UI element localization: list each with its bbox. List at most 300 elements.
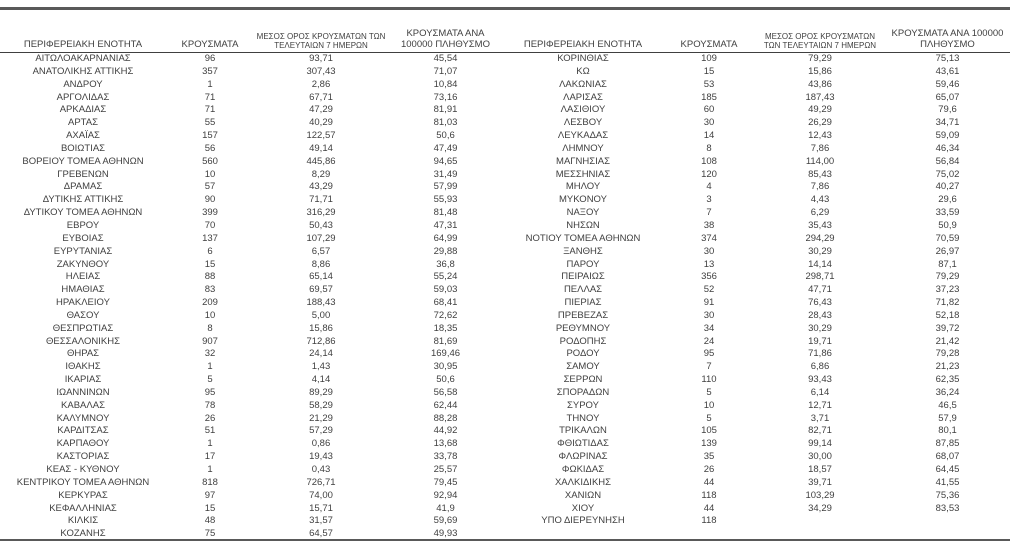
avg7-cell: 39,71	[808, 476, 832, 488]
avg7-cell: 3,71	[810, 412, 830, 424]
cases-cell: 17	[204, 451, 216, 463]
cases-cell: 30	[703, 245, 715, 257]
per100k-cell: 68,41	[433, 297, 458, 309]
table-row	[0, 143, 503, 156]
region-cell: ΙΘΑΚΗΣ	[65, 361, 101, 373]
avg7-cell: 114,00	[805, 155, 835, 167]
table-row	[503, 104, 1010, 117]
per100k-cell: 75,13	[935, 53, 960, 64]
region-cell: ΚΙΛΚΙΣ	[67, 515, 99, 527]
cases-cell: 70	[204, 219, 216, 231]
cases-cell: 75	[204, 528, 216, 540]
cases-cell: 44	[703, 476, 715, 488]
avg7-cell: 58,29	[309, 399, 333, 411]
avg7-cell: 26,29	[808, 117, 832, 129]
region-cell: ΑΡΓΟΛΙΔΑΣ	[56, 91, 110, 103]
per100k-cell: 79,6	[938, 104, 957, 116]
cases-cell: 5	[207, 374, 213, 386]
per100k-cell: 36,24	[935, 386, 960, 398]
avg7-cell: 31,57	[309, 515, 333, 527]
cases-cell: 55	[204, 117, 216, 129]
region-cell: ΘΗΡΑΣ	[66, 348, 100, 360]
per100k-cell: 70,59	[935, 232, 960, 244]
avg7-cell	[755, 515, 885, 528]
per100k-cell: 57,99	[433, 181, 458, 193]
avg7-cell: 15,86	[808, 65, 832, 77]
cases-cell: 83	[204, 284, 216, 296]
table-row	[0, 400, 503, 413]
table-row	[503, 361, 1010, 374]
table-row	[503, 348, 1010, 361]
per100k-cell: 81,03	[433, 117, 458, 129]
region-cell: ΑΡΚΑΔΙΑΣ	[59, 104, 107, 116]
table-row	[503, 490, 1010, 503]
table-row	[0, 117, 503, 130]
cases-cell: 1	[207, 78, 213, 90]
avg7-cell: 5,00	[311, 309, 331, 321]
region-cell: ΚΟΖΑΝΗΣ	[60, 528, 106, 540]
cases-cell: 95	[204, 386, 216, 398]
table-row	[503, 117, 1010, 130]
region-cell: ΠΑΡΟΥ	[566, 258, 600, 270]
region-cell: ΔΥΤΙΚΟΥ ΤΟΜΕΑ ΑΘΗΝΩΝ	[23, 207, 143, 219]
region-cell: ΙΚΑΡΙΑΣ	[64, 374, 102, 386]
region-cell: ΛΑΣΙΘΙΟΥ	[560, 104, 606, 116]
table-row	[503, 194, 1010, 207]
per100k-cell: 79,29	[935, 271, 960, 283]
table-row	[0, 66, 503, 79]
table-row	[503, 169, 1010, 182]
per100k-cell: 62,35	[935, 374, 960, 386]
avg7-cell: 93,71	[309, 53, 333, 64]
table-row	[503, 284, 1010, 297]
per100k-cell: 59,69	[433, 515, 458, 527]
avg7-cell: 71,71	[309, 194, 333, 206]
avg7-cell: 726,71	[306, 476, 336, 488]
table-row	[503, 207, 1010, 220]
region-cell: ΚΑΡΠΑΘΟΥ	[56, 438, 110, 450]
per100k-cell: 57,9	[938, 412, 957, 424]
per100k-cell: 92,94	[433, 489, 458, 501]
region-cell: ΑΝΑΤΟΛΙΚΗΣ ΑΤΤΙΚΗΣ	[32, 65, 134, 77]
regional-table-right	[503, 9, 1010, 528]
table-row	[503, 66, 1010, 79]
per100k-cell: 59,03	[433, 284, 458, 296]
table-row	[0, 259, 503, 272]
table-row	[0, 387, 503, 400]
region-cell: ΝΗΣΩΝ	[566, 219, 600, 231]
avg7-cell: 74,00	[309, 489, 333, 501]
cases-cell: 157	[202, 130, 218, 142]
table-row	[503, 79, 1010, 92]
table-row	[0, 490, 503, 503]
cases-cell: 357	[202, 65, 218, 77]
table-row	[0, 181, 503, 194]
avg7-cell: 85,43	[808, 168, 832, 180]
table-row	[0, 438, 503, 451]
cases-cell: 10	[703, 399, 715, 411]
avg7-cell: 122,57	[306, 130, 336, 142]
avg7-cell: 43,29	[309, 181, 333, 193]
per100k-cell: 36,8	[436, 258, 455, 270]
table-row	[0, 284, 503, 297]
region-cell: ΦΘΙΩΤΙΔΑΣ	[557, 438, 609, 450]
avg7-cell: 30,29	[808, 245, 832, 257]
per100k-cell: 94,65	[433, 155, 458, 167]
cases-cell: 15	[204, 258, 216, 270]
avg7-cell: 49,14	[309, 142, 333, 154]
cases-cell: 48	[204, 515, 216, 527]
cases-cell: 56	[204, 142, 216, 154]
cases-cell: 26	[204, 412, 216, 424]
per100k-cell: 21,23	[935, 361, 960, 373]
avg7-cell: 65,14	[309, 271, 333, 283]
avg7-cell: 50,43	[309, 219, 333, 231]
avg7-cell: 43,86	[808, 78, 832, 90]
region-cell: ΦΩΚΙΔΑΣ	[561, 464, 605, 475]
avg7-cell: 40,29	[309, 117, 333, 129]
avg7-cell: 76,43	[808, 297, 832, 309]
per100k-cell: 21,42	[935, 335, 960, 347]
per100k-cell: 47,49	[433, 142, 458, 154]
region-cell: ΚΕΝΤΡΙΚΟΥ ΤΟΜΕΑ ΑΘΗΝΩΝ	[16, 476, 150, 488]
table-row	[503, 181, 1010, 194]
per100k-cell: 13,68	[433, 438, 458, 450]
per100k-cell: 68,07	[935, 451, 960, 463]
per100k-cell: 33,59	[935, 207, 960, 219]
avg7-cell: 4,43	[810, 194, 830, 206]
region-cell: ΗΜΑΘΙΑΣ	[61, 284, 105, 296]
avg7-cell: 82,71	[808, 425, 832, 437]
region-cell: ΡΟΔΟΥ	[566, 348, 600, 360]
avg7-cell: 6,14	[810, 386, 830, 398]
region-cell: ΣΑΜΟΥ	[566, 361, 600, 373]
region-cell: ΚΕΡΚΥΡΑΣ	[58, 489, 108, 501]
per100k-cell: 40,27	[935, 181, 960, 193]
avg7-cell: 35,43	[808, 219, 832, 231]
table-row	[0, 413, 503, 426]
per100k-column-header: ΚΡΟΥΣΜΑΤΑ ΑΝΑ 100000 ΠΛΗΘΥΣΜΟ	[885, 9, 1010, 53]
cases-cell: 1	[207, 464, 213, 475]
table-row	[0, 515, 503, 528]
cases-cell: 209	[202, 297, 218, 309]
avg7-cell: 8,86	[311, 258, 331, 270]
table-row	[0, 374, 503, 387]
cases-cell: 90	[204, 194, 216, 206]
region-cell: ΡΟΔΟΠΗΣ	[559, 335, 607, 347]
avg7-cell: 99,14	[808, 438, 832, 450]
avg7-cell: 69,57	[309, 284, 333, 296]
table-row	[503, 143, 1010, 156]
per100k-cell: 56,58	[433, 386, 458, 398]
table-body-right	[503, 53, 1010, 529]
table-row	[0, 53, 503, 66]
table-row	[503, 156, 1010, 169]
table-row	[503, 323, 1010, 336]
cases-cell: 96	[204, 53, 216, 64]
per100k-cell: 87,85	[935, 438, 960, 450]
region-cell: ΦΛΩΡΙΝΑΣ	[558, 451, 608, 463]
region-cell: ΕΥΒΟΙΑΣ	[62, 232, 104, 244]
cases-cell: 95	[703, 348, 715, 360]
per100k-cell: 79,45	[433, 476, 458, 488]
table-row	[0, 503, 503, 516]
table-row	[503, 259, 1010, 272]
per100k-cell: 25,57	[433, 464, 458, 475]
per100k-cell: 72,62	[433, 309, 458, 321]
avg7-cell: 445,86	[306, 155, 336, 167]
table-row	[0, 477, 503, 490]
region-cell: ΑΧΑΪΑΣ	[66, 130, 100, 142]
region-cell: ΧΙΟΥ	[571, 502, 595, 514]
cases-cell: 6	[207, 245, 213, 257]
table-row	[503, 297, 1010, 310]
region-cell: ΝΟΤΙΟΥ ΤΟΜΕΑ ΑΘΗΝΩΝ	[525, 232, 641, 244]
avg7-cell: 47,29	[309, 104, 333, 116]
per100k-cell: 62,44	[433, 399, 458, 411]
region-cell: ΚΕΑΣ - ΚΥΘΝΟΥ	[46, 464, 120, 475]
avg7-cell: 6,57	[311, 245, 331, 257]
table-row	[0, 220, 503, 233]
avg7-cell: 294,29	[805, 232, 835, 244]
avg7-cell: 15,71	[309, 502, 333, 514]
header-row	[503, 9, 1010, 53]
avg7-cell: 12,43	[808, 130, 832, 142]
table-row	[503, 271, 1010, 284]
table-row	[503, 53, 1010, 66]
region-cell: ΑΙΤΩΛΟΑΚΑΡΝΑΝΙΑΣ	[35, 53, 131, 64]
table-row	[503, 233, 1010, 246]
table-row	[503, 130, 1010, 143]
avg7-cell: 18,57	[808, 464, 832, 475]
per100k-cell: 88,28	[433, 412, 458, 424]
per100k-cell: 64,99	[433, 232, 458, 244]
cases-cell: 10	[204, 309, 216, 321]
cases-cell: 57	[204, 181, 216, 193]
cases-cell: 32	[204, 348, 216, 360]
table-body-left	[0, 53, 503, 542]
avg7-cell: 188,43	[306, 297, 336, 309]
region-cell: ΛΑΡΙΣΑΣ	[563, 91, 603, 103]
per100k-cell: 50,6	[436, 374, 455, 386]
cases-cell: 14	[703, 130, 715, 142]
avg7-cell: 47,71	[808, 284, 832, 296]
table-row	[0, 156, 503, 169]
avg7-column-header: ΜΕΣΟΣ ΟΡΟΣ ΚΡΟΥΣΜΑΤΩΝ ΤΩΝ ΤΕΛΕΥΤΑΙΩΝ 7 ΗΜΕΡΩΝ	[254, 9, 388, 53]
avg7-cell: 19,43	[309, 451, 333, 463]
region-cell: ΚΑΡΔΙΤΣΑΣ	[57, 425, 109, 437]
avg7-cell: 34,29	[808, 502, 832, 514]
cases-cell: 1	[207, 438, 213, 450]
region-cell: ΣΠΟΡΑΔΩΝ	[556, 386, 610, 398]
table-row	[503, 464, 1010, 477]
avg7-cell: 7,86	[810, 142, 830, 154]
region-column-header: ΠΕΡΙΦΕΡΕΙΑΚΗ ΕΝΟΤΗΤΑ	[503, 9, 663, 53]
cases-cell: 109	[701, 53, 717, 64]
region-cell: ΛΕΥΚΑΔΑΣ	[557, 130, 609, 142]
region-cell: ΔΥΤΙΚΗΣ ΑΤΤΙΚΗΣ	[42, 194, 124, 206]
avg7-cell: 19,71	[808, 335, 832, 347]
cases-cell: 110	[701, 374, 717, 386]
cases-cell: 30	[703, 117, 715, 129]
cases-cell: 1	[207, 361, 213, 373]
avg7-cell: 4,14	[311, 374, 331, 386]
cases-cell: 97	[204, 489, 216, 501]
avg7-cell: 0,43	[311, 464, 331, 475]
cases-cell: 5	[706, 386, 712, 398]
per100k-column-header: ΚΡΟΥΣΜΑΤΑ ΑΝΑ 100000 ΠΛΗΘΥΣΜΟ	[388, 9, 503, 53]
table-row	[0, 104, 503, 117]
per100k-cell: 59,09	[935, 130, 960, 142]
avg7-cell: 15,86	[309, 322, 333, 334]
region-cell: ΙΩΑΝΝΙΝΩΝ	[56, 386, 110, 398]
cases-cell: 399	[202, 207, 218, 219]
avg7-cell: 1,43	[311, 361, 331, 373]
cases-cell: 88	[204, 271, 216, 283]
region-cell: ΣΕΡΡΩΝ	[563, 374, 603, 386]
per100k-cell: 50,9	[938, 219, 957, 231]
per100k-cell: 31,49	[433, 168, 458, 180]
region-cell: ΑΝΔΡΟΥ	[63, 78, 103, 90]
region-cell: ΧΑΛΚΙΔΙΚΗΣ	[554, 476, 612, 488]
table-row	[503, 246, 1010, 259]
per100k-cell: 29,88	[433, 245, 458, 257]
per100k-cell: 87,1	[938, 258, 957, 270]
region-cell: ΒΟΙΩΤΙΑΣ	[60, 142, 106, 154]
per100k-cell: 39,72	[935, 322, 960, 334]
region-cell: ΗΛΕΙΑΣ	[65, 271, 101, 283]
avg7-cell: 8,29	[311, 168, 331, 180]
avg7-cell: 107,29	[306, 232, 336, 244]
per100k-cell: 47,31	[433, 219, 458, 231]
avg7-cell: 2,86	[311, 78, 331, 90]
region-cell: ΡΕΘΥΜΝΟΥ	[555, 322, 611, 334]
per100k-cell: 83,53	[935, 502, 960, 514]
per100k-cell: 71,82	[935, 297, 960, 309]
table-row	[0, 297, 503, 310]
cases-cell: 120	[701, 168, 717, 180]
region-cell: ΜΥΚΟΝΟΥ	[559, 194, 607, 206]
table-row	[503, 413, 1010, 426]
table-row	[503, 336, 1010, 349]
per100k-cell: 34,71	[935, 117, 960, 129]
per100k-cell: 18,35	[433, 322, 458, 334]
per100k-cell: 30,95	[433, 361, 458, 373]
table-row	[503, 374, 1010, 387]
table-row	[0, 464, 503, 477]
cases-cell: 7	[706, 361, 712, 373]
cases-cell: 44	[703, 502, 715, 514]
table-row	[503, 515, 1010, 528]
region-cell: ΜΑΓΝΗΣΙΑΣ	[556, 155, 610, 167]
cases-column-header: ΚΡΟΥΣΜΑΤΑ	[166, 9, 254, 53]
per100k-cell: 65,07	[935, 91, 960, 103]
table-row	[0, 451, 503, 464]
per100k-cell: 80,1	[938, 425, 957, 437]
per100k-cell: 33,78	[433, 451, 458, 463]
table-row	[0, 130, 503, 143]
cases-cell: 7	[706, 207, 712, 219]
table-row	[0, 361, 503, 374]
avg7-cell: 79,29	[808, 53, 832, 64]
cases-cell: 185	[701, 91, 717, 103]
table-row	[0, 336, 503, 349]
per100k-cell: 46,34	[935, 142, 960, 154]
table-row	[0, 169, 503, 182]
table-row	[503, 92, 1010, 105]
avg7-cell: 64,57	[309, 528, 333, 540]
cases-cell: 13	[703, 258, 715, 270]
per100k-cell: 45,54	[433, 53, 458, 64]
cases-cell: 52	[703, 284, 715, 296]
table-row	[503, 220, 1010, 233]
per100k-cell: 81,69	[433, 335, 458, 347]
per100k-cell: 73,16	[433, 91, 458, 103]
cases-cell: 8	[207, 322, 213, 334]
avg7-cell: 12,71	[808, 399, 832, 411]
region-cell: ΘΕΣΣΑΛΟΝΙΚΗΣ	[46, 335, 120, 347]
table-row	[0, 207, 503, 220]
region-cell: ΠΕΛΛΑΣ	[563, 284, 603, 296]
region-cell: ΛΑΚΩΝΙΑΣ	[559, 78, 607, 90]
per100k-cell: 10,84	[433, 78, 458, 90]
cases-cell: 91	[703, 297, 715, 309]
table-row	[503, 438, 1010, 451]
per100k-cell: 79,28	[935, 348, 960, 360]
avg7-cell: 57,29	[309, 425, 333, 437]
cases-cell: 38	[703, 219, 715, 231]
cases-cell: 356	[701, 271, 717, 283]
cases-cell: 374	[701, 232, 717, 244]
avg7-cell: 67,71	[309, 91, 333, 103]
per100k-cell: 41,9	[436, 502, 455, 514]
cases-cell: 34	[703, 322, 715, 334]
table-row	[503, 451, 1010, 464]
cases-cell: 15	[703, 65, 715, 77]
cases-column-header: ΚΡΟΥΣΜΑΤΑ	[663, 9, 755, 53]
per100k-cell: 81,48	[433, 207, 458, 219]
cases-cell: 71	[204, 91, 216, 103]
cases-cell: 137	[202, 232, 218, 244]
region-cell: ΚΩ	[576, 65, 590, 77]
cases-cell: 24	[703, 335, 715, 347]
per100k-cell: 81,91	[433, 104, 458, 116]
region-cell: ΘΕΣΠΡΩΤΙΑΣ	[52, 322, 114, 334]
region-cell: ΒΟΡΕΙΟΥ ΤΟΜΕΑ ΑΘΗΝΩΝ	[22, 155, 144, 167]
avg7-cell: 49,29	[808, 104, 832, 116]
cases-cell: 118	[701, 489, 717, 501]
regional-table-left	[0, 9, 503, 541]
region-cell: ΛΗΜΝΟΥ	[562, 142, 604, 154]
cases-cell: 108	[701, 155, 717, 167]
region-cell: ΚΑΛΥΜΝΟΥ	[56, 412, 110, 424]
header-row	[0, 9, 503, 53]
region-cell: ΚΑΣΤΟΡΙΑΣ	[56, 451, 110, 463]
region-cell: ΚΟΡΙΝΘΙΑΣ	[557, 53, 609, 64]
cases-cell: 8	[706, 142, 712, 154]
region-cell: ΔΡΑΜΑΣ	[63, 181, 103, 193]
region-cell: ΥΠΟ ΔΙΕΡΕΥΝΗΣΗ	[541, 515, 625, 527]
tables-container	[0, 9, 1010, 541]
region-cell: ΖΑΚΥΝΘΟΥ	[56, 258, 110, 270]
per100k-cell: 169,46	[430, 348, 461, 360]
cases-cell: 15	[204, 502, 216, 514]
per100k-cell: 55,24	[433, 271, 458, 283]
avg7-cell: 71,86	[808, 348, 832, 360]
avg7-cell: 24,14	[309, 348, 333, 360]
per100k-cell: 75,36	[935, 489, 960, 501]
table-row	[503, 425, 1010, 438]
